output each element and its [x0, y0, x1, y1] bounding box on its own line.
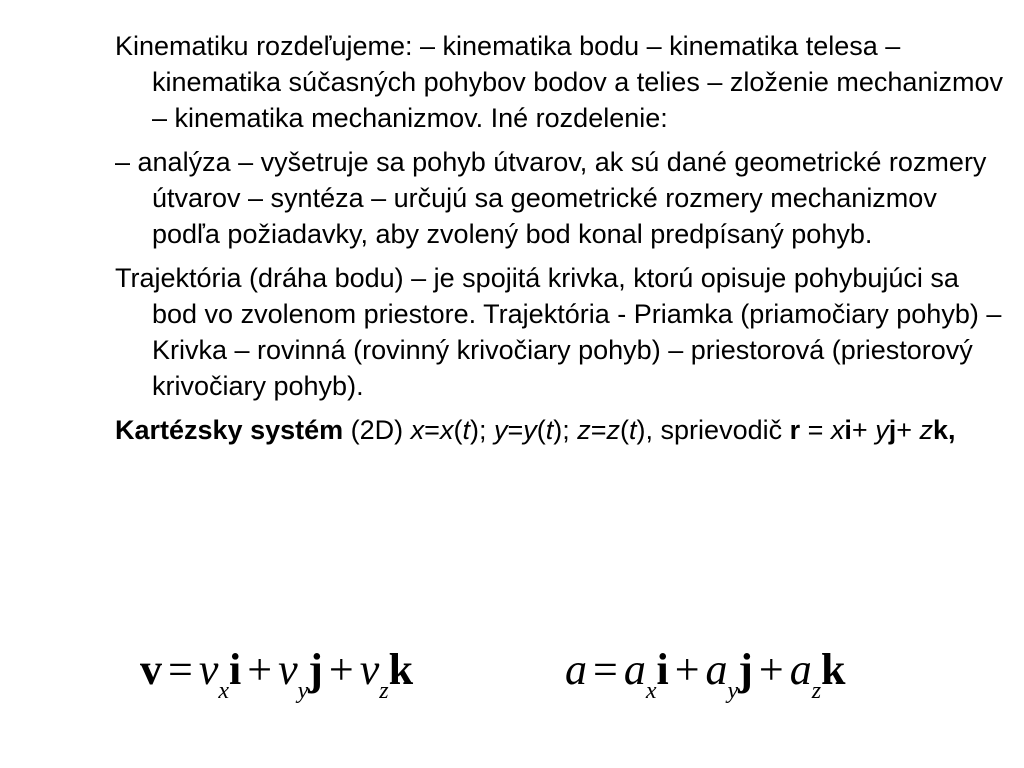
plus-sign: +: [328, 645, 354, 694]
velocity-component-y: v: [278, 645, 298, 694]
var-z: z: [577, 415, 591, 445]
subscript-z: z: [811, 678, 822, 704]
acceleration-component-x: a: [623, 645, 646, 694]
paragraph-analysis-synthesis: – analýza – vyšetruje sa pohyb útvarov, ak sú dané geometrické rozmery útvarov – syntéza – určujú sa geometrické rozmery mechanizmov podľa požiadavky, aby zvolený bod konal predpísaný pohyb.: [115, 147, 987, 249]
subscript-y: y: [297, 678, 309, 704]
var-t: t: [629, 415, 637, 445]
acceleration-component-y: a: [705, 645, 728, 694]
plus-sign: +: [896, 415, 920, 445]
velocity-component-z: v: [359, 645, 380, 694]
var-t: t: [545, 415, 554, 445]
vector-r: r: [789, 415, 801, 445]
cartesian-heading: Kartézsky systém: [115, 415, 344, 445]
paren-open: (: [620, 415, 630, 445]
var-y: y: [875, 415, 889, 445]
unit-vector-i: i: [656, 645, 669, 694]
paren-close: );: [469, 415, 494, 445]
paren-open: (: [536, 415, 546, 445]
unit-vector-k: k: [821, 645, 846, 694]
formulas-row: [140, 642, 940, 712]
var-x: x: [830, 415, 845, 445]
unit-vector-j: j: [738, 645, 753, 694]
subscript-z: z: [379, 678, 389, 704]
paren-close: );: [553, 415, 578, 445]
paragraph-kinematics-division: Kinematiku rozdeľujeme: – kinematika bodu – kinematika telesa – kinematika súčasných pohybov bodov a telies – zloženie mechanizmov – kinematika mechanizmov. Iné rozdelenie:: [115, 31, 1003, 133]
equals-sign: =: [593, 645, 618, 694]
equals-sign: =: [424, 415, 440, 445]
equals-sign: =: [507, 415, 524, 445]
unit-vector-i: i: [844, 415, 852, 445]
var-z: z: [919, 415, 933, 445]
var-t: t: [462, 415, 470, 445]
var-y: y: [493, 415, 508, 445]
unit-vector-k: k,: [933, 415, 956, 445]
equals-sign: =: [590, 415, 607, 445]
unit-vector-j: j: [888, 415, 897, 445]
plus-sign: +: [851, 415, 876, 445]
var-x: x: [439, 415, 454, 445]
paren-open: (: [453, 415, 463, 445]
velocity-vector: v: [140, 645, 162, 694]
acceleration-formula: [565, 642, 846, 704]
velocity-formula: [140, 642, 414, 704]
acceleration-symbol: a: [565, 645, 587, 694]
var-x: x: [410, 415, 425, 445]
slide-body: [115, 28, 1005, 456]
paragraph-trajectory: Trajektória (dráha bodu) – je spojitá krivka, ktorú opisuje pohybujúci sa bod vo zvolenom priestore. Trajektória - Priamka (priamočiary pohyb) – Krivka – rovinná (rovinný krivočiary pohyb) – priestorová (priestorový krivočiary pohyb).: [115, 263, 1002, 401]
subscript-x: x: [645, 678, 657, 704]
var-y: y: [523, 415, 537, 445]
subscript-y: y: [727, 678, 739, 704]
equals-sign: =: [168, 645, 193, 694]
var-z: z: [606, 415, 621, 445]
unit-vector-i: i: [229, 645, 242, 694]
plus-sign: +: [674, 645, 700, 694]
unit-vector-k: k: [388, 645, 414, 694]
acceleration-component-z: a: [789, 645, 812, 694]
unit-vector-j: j: [308, 645, 323, 694]
plus-sign: +: [247, 645, 273, 694]
text-segment: (2D): [343, 415, 411, 445]
paragraph-cartesian-system: [115, 412, 1005, 448]
velocity-component-x: v: [198, 645, 219, 694]
text-segment: ), sprievodič: [636, 415, 790, 445]
subscript-x: x: [218, 678, 230, 704]
equals-sign: =: [800, 415, 831, 445]
plus-sign: +: [758, 645, 784, 694]
